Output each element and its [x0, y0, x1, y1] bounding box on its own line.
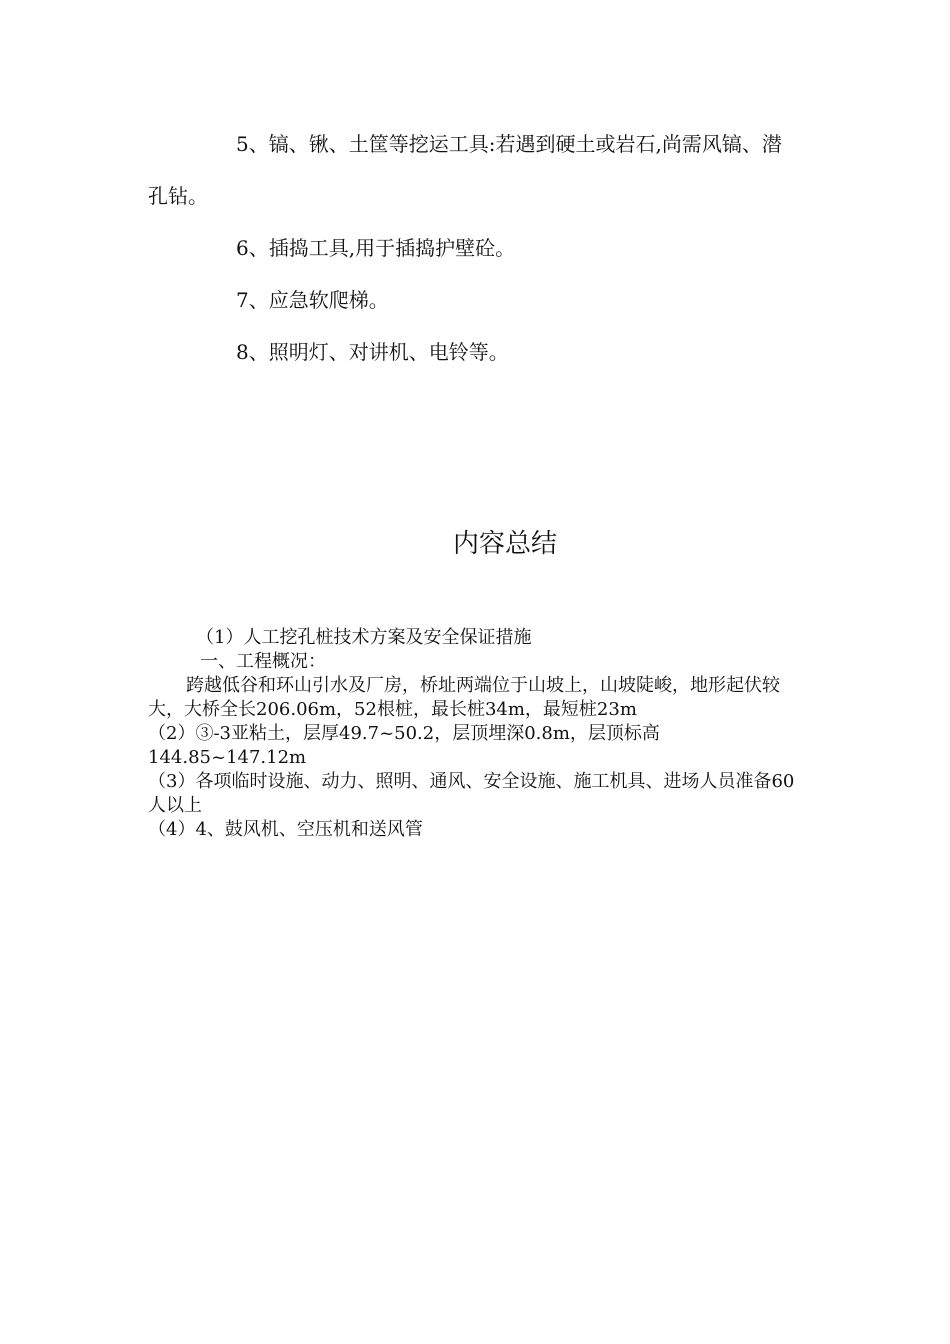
list-item: 5、镐、锹、土筐等挖运工具:若遇到硬土或岩石,尚需风镐、潜孔钻。 — [148, 132, 782, 208]
summary-title: 内容总结 — [452, 529, 557, 559]
summary-paragraph: （4）4、鼓风机、空压机和送风管 — [148, 819, 423, 840]
summary-paragraph: 跨越低谷和环山引水及厂房，桥址两端位于山坡上，山坡陡峻，地形起伏较大，大桥全长206.06m，52根桩，最长桩34m，最短桩23m — [148, 675, 780, 720]
summary-paragraph: （3）各项临时设施、动力、照明、通风、安全设施、施工机具、进场人员准备60人以上 — [148, 771, 795, 816]
summary-body — [148, 626, 808, 842]
list-item: 8、照明灯、对讲机、电铃等。 — [236, 340, 509, 364]
summary-paragraph: （2）③-3亚粘土，层厚49.7~50.2，层顶埋深0.8m，层顶标高144.85~147.12m — [148, 723, 660, 768]
list-item: 6、插捣工具,用于插捣护壁砼。 — [236, 236, 516, 260]
tools-list — [148, 118, 788, 378]
summary-line: 一、工程概况： — [200, 651, 326, 672]
list-item: 7、应急软爬梯。 — [236, 288, 389, 312]
summary-line: （1）人工挖孔桩技术方案及安全保证措施 — [196, 627, 532, 648]
